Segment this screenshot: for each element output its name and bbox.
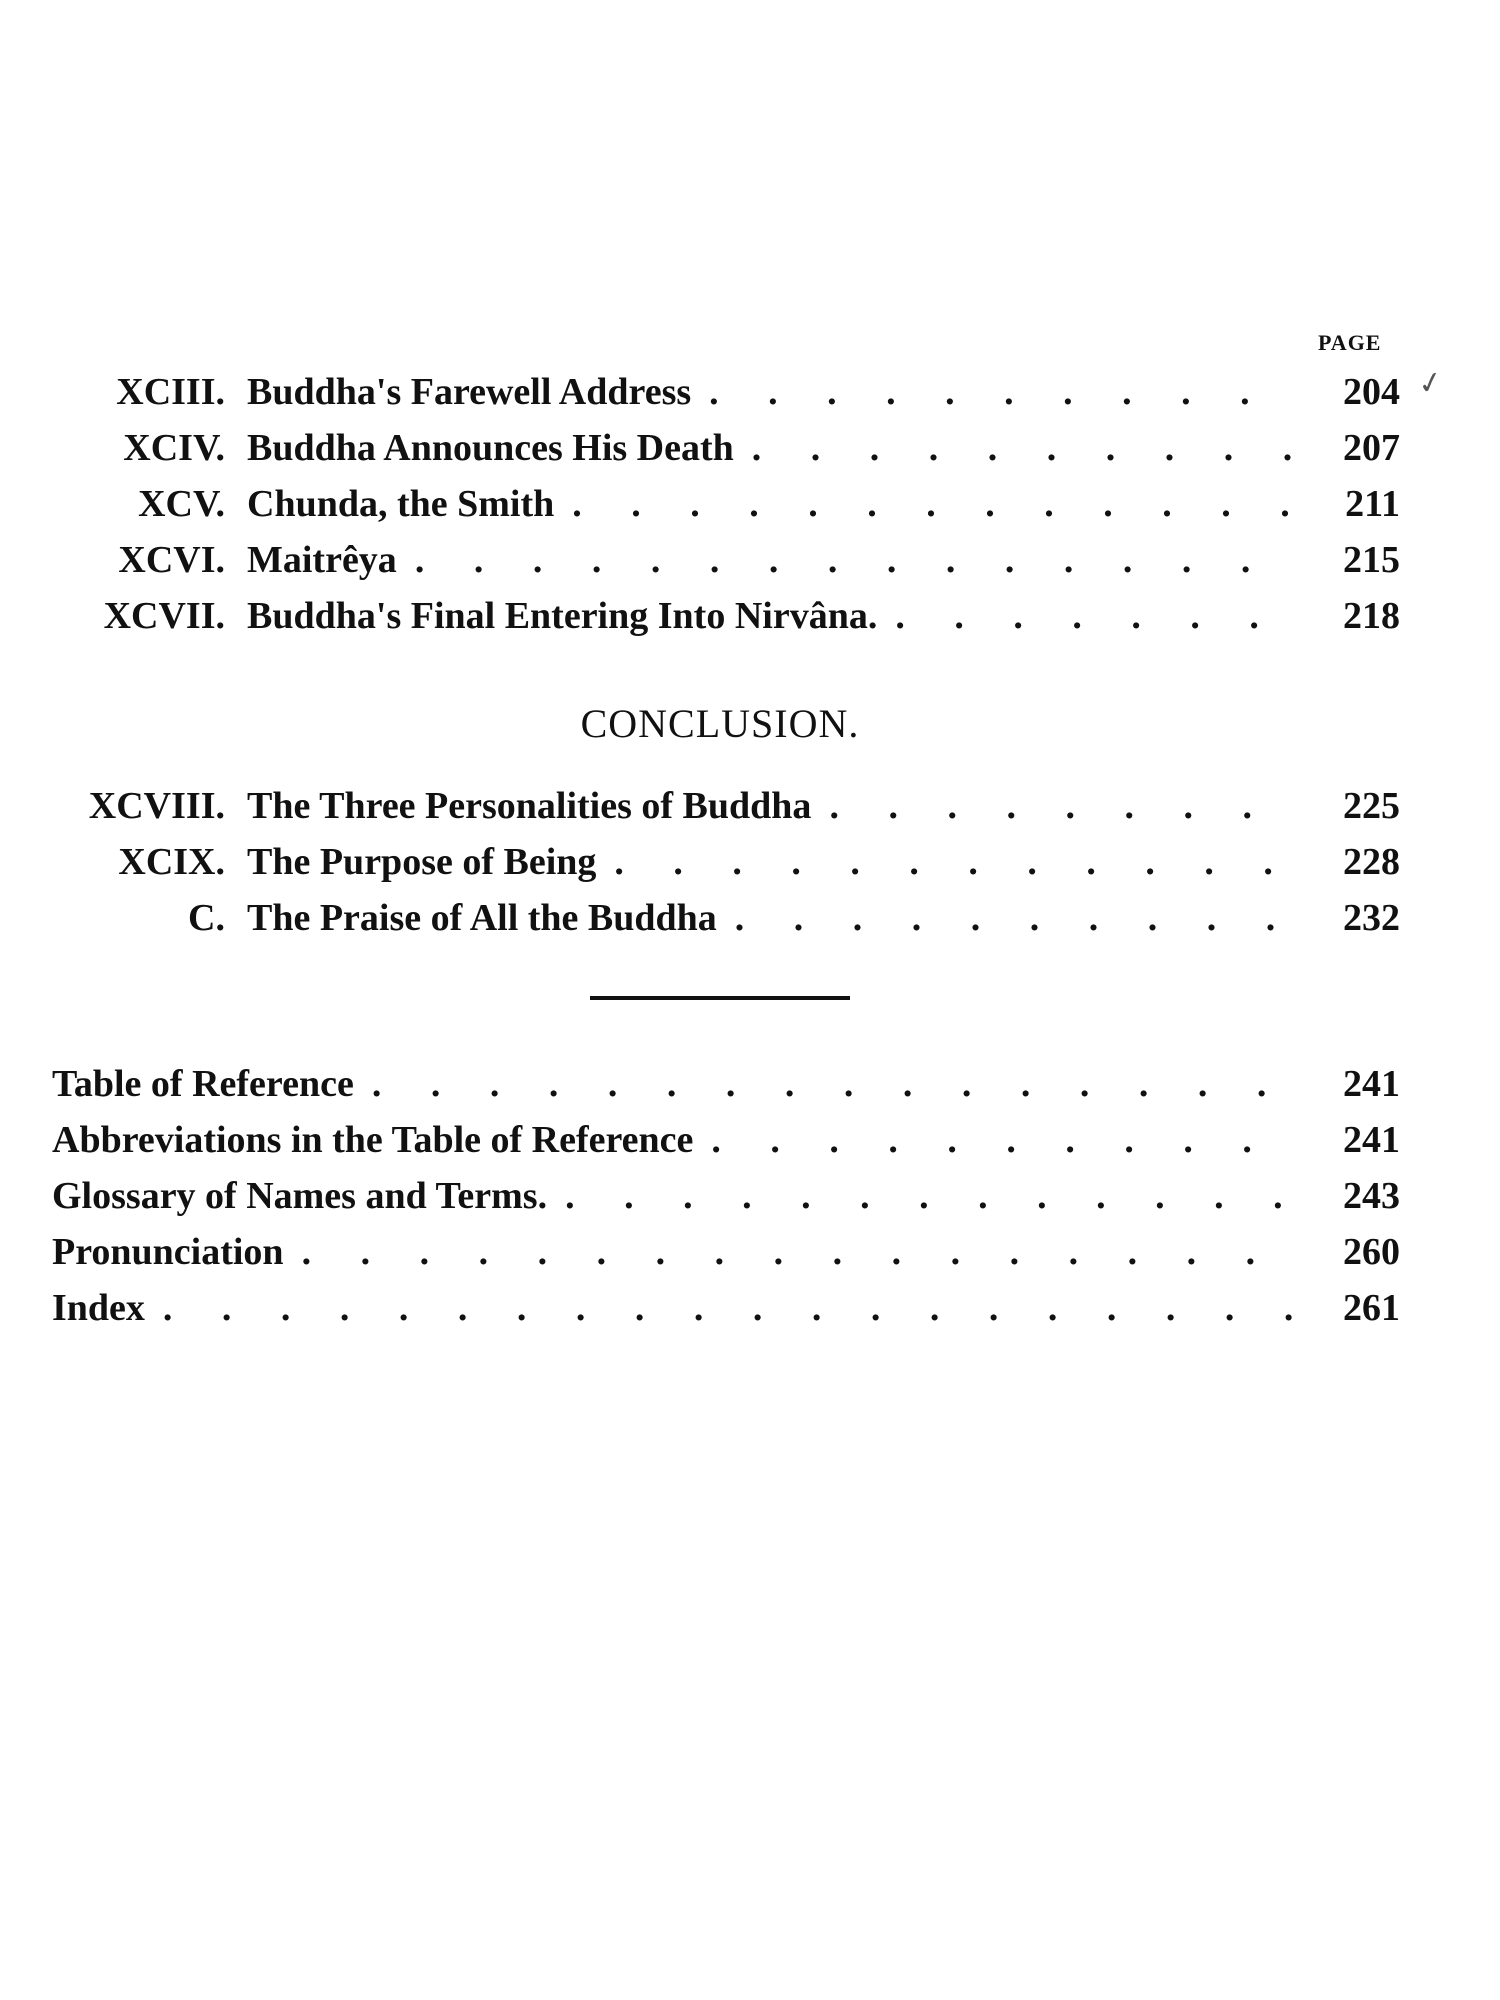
back-matter-title: Index xyxy=(52,1287,145,1329)
pencil-tick-mark-icon: ✓ xyxy=(1414,364,1447,403)
dot-leader xyxy=(565,1174,1292,1218)
back-matter-title: Table of Reference xyxy=(52,1063,354,1105)
page-number: 211 xyxy=(1345,483,1400,525)
dot-leader xyxy=(415,538,1292,582)
chapter-title: Chunda, the Smith xyxy=(247,483,555,525)
chapter-title: Buddha Announces His Death xyxy=(247,427,734,469)
dot-leader xyxy=(711,1118,1292,1162)
toc-entry[interactable] xyxy=(40,896,1400,944)
page-number: 260 xyxy=(1343,1231,1400,1273)
back-matter-title: Pronunciation xyxy=(52,1231,284,1273)
back-matter-title: Glossary of Names and Terms. xyxy=(52,1175,548,1217)
toc-entry[interactable] xyxy=(40,840,1400,888)
page-column-label: PAGE xyxy=(1318,330,1382,355)
toc-entry[interactable] xyxy=(52,1286,1400,1334)
chapter-numeral: XCIII. xyxy=(116,371,225,413)
page-number: 232 xyxy=(1343,897,1400,939)
dot-leader xyxy=(163,1286,1292,1330)
page-number: 241 xyxy=(1343,1063,1400,1105)
chapter-numeral: XCVII. xyxy=(103,595,225,637)
section-heading-conclusion: CONCLUSION. xyxy=(580,701,860,746)
toc-entry[interactable] xyxy=(40,426,1400,474)
toc-entry[interactable] xyxy=(40,482,1400,530)
chapter-numeral: XCIX. xyxy=(118,841,225,883)
page-number: 241 xyxy=(1343,1119,1400,1161)
page-number: 243 xyxy=(1343,1175,1400,1217)
dot-leader xyxy=(735,896,1292,940)
page-number: 207 xyxy=(1343,427,1400,469)
chapter-numeral: XCIV. xyxy=(123,427,225,469)
page-number: 218 xyxy=(1343,595,1400,637)
chapter-numeral: XCVI. xyxy=(118,539,225,581)
page-number: 204 xyxy=(1343,371,1400,413)
toc-entry[interactable] xyxy=(40,594,1400,642)
chapter-numeral: XCV. xyxy=(138,483,225,525)
toc-entry[interactable] xyxy=(40,784,1400,832)
page-number: 215 xyxy=(1343,539,1400,581)
dot-leader xyxy=(614,840,1292,884)
page-number: 261 xyxy=(1343,1287,1400,1329)
chapter-title: Buddha's Farewell Address xyxy=(247,371,692,413)
chapter-title: Buddha's Final Entering Into Nirvâna. xyxy=(247,595,878,637)
dot-leader xyxy=(709,370,1292,414)
chapter-title: The Three Personalities of Buddha xyxy=(247,785,812,827)
page-number: 228 xyxy=(1343,841,1400,883)
dot-leader xyxy=(572,482,1292,526)
toc-entry[interactable] xyxy=(52,1230,1400,1278)
chapter-numeral: XCVIII. xyxy=(88,785,225,827)
chapter-numeral: C. xyxy=(188,897,225,939)
back-matter-title: Abbreviations in the Table of Reference xyxy=(52,1119,694,1161)
section-divider xyxy=(590,996,850,1000)
dot-leader xyxy=(895,594,1292,638)
toc-entry[interactable] xyxy=(52,1174,1400,1222)
toc-entry[interactable] xyxy=(52,1118,1400,1166)
dot-leader xyxy=(752,426,1292,470)
toc-entry[interactable] xyxy=(40,538,1400,586)
chapter-title: Maitrêya xyxy=(247,539,397,581)
toc-entry[interactable] xyxy=(52,1062,1400,1110)
dot-leader xyxy=(372,1062,1292,1106)
toc-entry[interactable] xyxy=(40,370,1400,418)
chapter-title: The Purpose of Being xyxy=(247,841,597,883)
page-number: 225 xyxy=(1343,785,1400,827)
dot-leader xyxy=(829,784,1292,828)
dot-leader xyxy=(302,1230,1292,1274)
chapter-title: The Praise of All the Buddha xyxy=(247,897,717,939)
